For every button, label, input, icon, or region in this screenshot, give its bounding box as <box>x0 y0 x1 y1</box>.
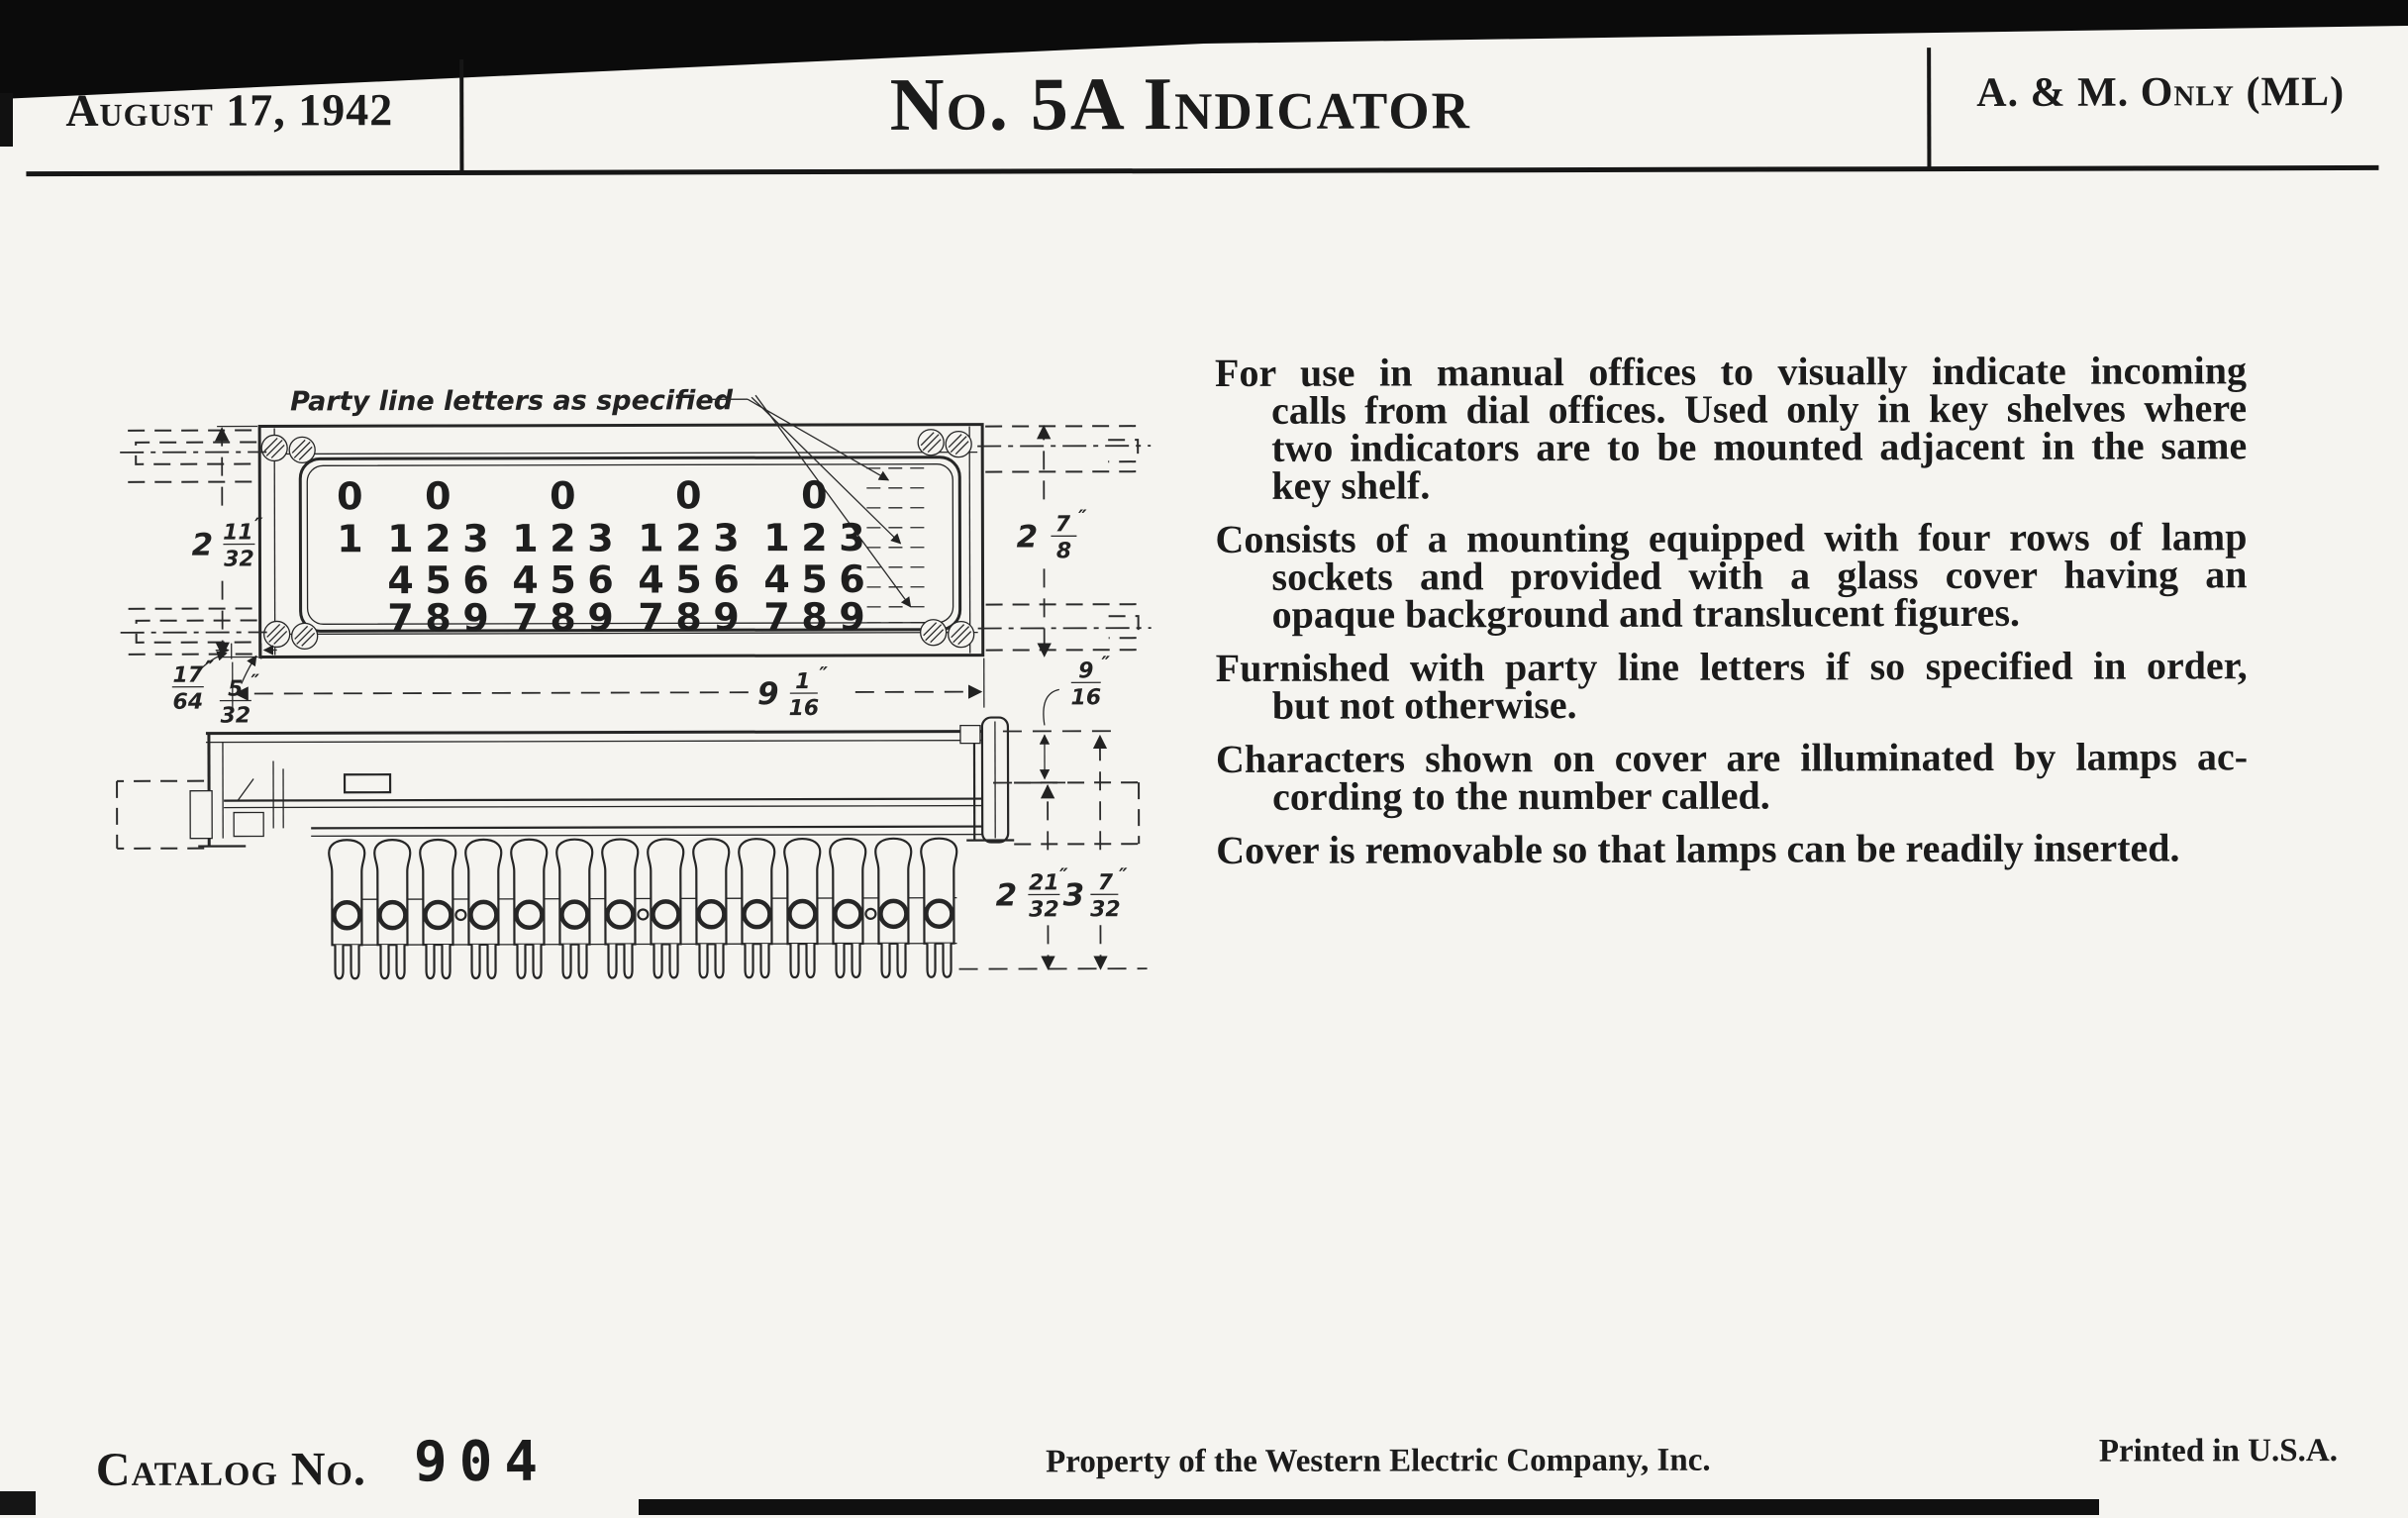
svg-text:9: 9 <box>587 596 614 640</box>
svg-text:7: 7 <box>1055 512 1071 537</box>
svg-text:2: 2 <box>550 517 576 560</box>
svg-text:64: 64 <box>173 690 204 715</box>
text-line: two indicators are to be mounted adjacent in the same <box>1215 427 2247 467</box>
svg-text:2: 2 <box>425 517 452 560</box>
svg-text:9: 9 <box>462 596 489 640</box>
classification-label: A. & M. Only (ML) <box>1976 68 2345 117</box>
side-view <box>117 653 1148 979</box>
shelf-outline-right <box>1014 782 1139 844</box>
text-line: Characters shown on cover are illuminated by lamps ac- <box>1216 738 2248 778</box>
svg-text:3: 3 <box>1063 877 1085 913</box>
lamp-sockets <box>329 839 956 979</box>
svg-text:2: 2 <box>801 516 828 559</box>
svg-text:32: 32 <box>1029 897 1059 922</box>
svg-text:7: 7 <box>387 596 414 640</box>
svg-text:0: 0 <box>801 473 828 517</box>
svg-text:8: 8 <box>675 595 702 639</box>
svg-text:2: 2 <box>1017 519 1039 555</box>
svg-text:17: 17 <box>172 663 203 688</box>
svg-text:2: 2 <box>192 528 214 563</box>
page-date: August 17, 1942 <box>65 83 393 137</box>
svg-text:2: 2 <box>996 877 1018 913</box>
svg-text:8: 8 <box>550 596 576 640</box>
text-line: cording to the number called. <box>1216 775 2248 816</box>
svg-text:1: 1 <box>763 516 790 559</box>
svg-text:″: ″ <box>251 670 260 692</box>
mounting-bracket-right <box>977 426 1152 650</box>
top-view <box>120 384 1152 729</box>
left-end-detail <box>190 733 390 847</box>
svg-text:3: 3 <box>587 517 614 560</box>
svg-text:32: 32 <box>1090 897 1121 922</box>
header-rule <box>26 165 2378 176</box>
text-line: Consists of a mounting equipped with four rows of lamp <box>1215 518 2247 558</box>
page-title: No. 5A Indicator <box>784 60 1576 149</box>
header-divider-right <box>1927 48 1931 168</box>
svg-text:3: 3 <box>713 516 740 559</box>
digit-panel <box>337 473 865 640</box>
svg-text:3: 3 <box>839 516 865 559</box>
text-line: opaque background and translucent figures. <box>1216 593 2248 634</box>
svg-text:7: 7 <box>638 595 664 639</box>
party-line-label: Party line letters as specified <box>290 385 734 417</box>
svg-text:1: 1 <box>638 516 664 559</box>
svg-text:6: 6 <box>713 557 740 601</box>
svg-text:32: 32 <box>224 548 254 572</box>
text-line: but not otherwise. <box>1216 684 2248 725</box>
text-line: For use in manual offices to visually indicate incoming <box>1215 352 2247 392</box>
svg-text:9: 9 <box>839 595 865 639</box>
svg-text:8: 8 <box>425 596 452 640</box>
svg-text:1: 1 <box>387 517 414 560</box>
description-text <box>1215 352 2248 885</box>
text-line: sockets and provided with a glass cover having an <box>1215 556 2247 596</box>
svg-text:2: 2 <box>675 516 702 559</box>
svg-text:4: 4 <box>387 558 414 602</box>
technical-drawing <box>106 362 1217 1059</box>
party-letter-area <box>866 468 924 623</box>
header-divider-left <box>459 59 463 172</box>
svg-text:16: 16 <box>789 696 820 721</box>
dim-height-right <box>1016 426 1087 656</box>
svg-text:″: ″ <box>1059 864 1068 886</box>
description-paragraph <box>1216 829 2248 869</box>
svg-text:4: 4 <box>512 558 539 602</box>
svg-text:8: 8 <box>1056 539 1071 563</box>
catalog-number-stamp: 904 <box>414 1430 550 1494</box>
catalog-label: Catalog No. <box>96 1443 366 1496</box>
svg-text:5: 5 <box>550 558 576 602</box>
svg-text:″: ″ <box>1101 653 1110 674</box>
text-line: Cover is removable so that lamps can be readily inserted. <box>1216 829 2248 869</box>
dim-height-left <box>191 426 263 657</box>
svg-text:1: 1 <box>337 517 363 560</box>
property-line: Property of the Western Electric Company, Inc. <box>943 1442 1814 1480</box>
svg-text:″: ″ <box>820 663 829 685</box>
corner-screws <box>261 430 974 650</box>
description-paragraph <box>1216 738 2248 816</box>
svg-text:0: 0 <box>675 473 702 517</box>
svg-text:0: 0 <box>550 474 576 518</box>
svg-text:5: 5 <box>675 557 702 601</box>
svg-text:5: 5 <box>801 557 828 601</box>
svg-text:″: ″ <box>1078 506 1087 528</box>
svg-text:21: 21 <box>1029 870 1059 895</box>
svg-text:9: 9 <box>757 676 779 712</box>
svg-text:5: 5 <box>228 677 243 702</box>
text-line: calls from dial offices. Used only in key shelves where <box>1215 389 2247 430</box>
description-paragraph <box>1215 518 2247 634</box>
svg-text:32: 32 <box>221 704 251 729</box>
dim-width-bottom <box>233 658 984 723</box>
svg-text:16: 16 <box>1070 685 1101 710</box>
svg-text:7: 7 <box>512 596 539 640</box>
svg-text:11: 11 <box>223 521 253 546</box>
text-line: Furnished with party line letters if so specified in order, <box>1216 647 2248 687</box>
svg-text:3: 3 <box>462 517 489 560</box>
svg-text:″: ″ <box>254 514 263 536</box>
catalog-number-line <box>96 1434 550 1499</box>
svg-text:6: 6 <box>587 558 614 602</box>
svg-text:7: 7 <box>1098 870 1114 895</box>
svg-text:0: 0 <box>337 474 363 518</box>
svg-text:1: 1 <box>512 517 539 560</box>
svg-text:1: 1 <box>795 669 810 694</box>
svg-text:9: 9 <box>713 595 740 639</box>
description-paragraph <box>1215 352 2247 505</box>
svg-text:″: ″ <box>1119 864 1128 886</box>
printed-line: Printed in U.S.A. <box>2099 1433 2338 1470</box>
svg-text:7: 7 <box>763 595 790 639</box>
text-line: key shelf. <box>1215 464 2247 505</box>
svg-text:4: 4 <box>638 557 664 601</box>
svg-text:6: 6 <box>462 558 489 602</box>
right-end-detail <box>960 718 1014 843</box>
svg-text:6: 6 <box>839 557 865 601</box>
svg-text:0: 0 <box>425 474 452 518</box>
svg-text:4: 4 <box>763 557 790 601</box>
svg-text:″: ″ <box>205 658 214 679</box>
svg-text:8: 8 <box>801 595 828 639</box>
dim-offsets <box>172 643 277 728</box>
svg-text:5: 5 <box>425 558 452 602</box>
svg-text:9: 9 <box>1078 658 1093 683</box>
leader-arrow <box>748 399 888 480</box>
description-paragraph <box>1216 647 2248 725</box>
